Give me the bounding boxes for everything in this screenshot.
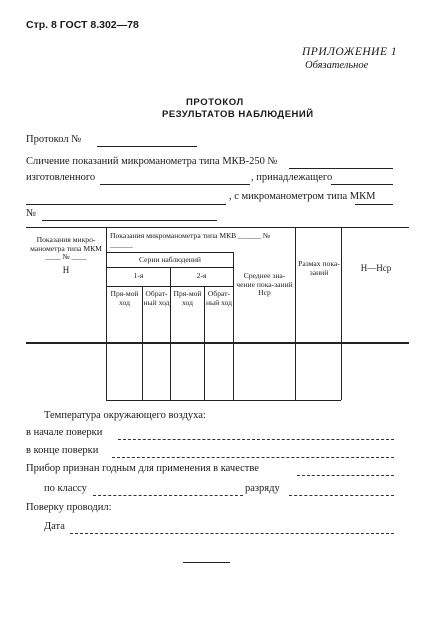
rank-field[interactable] [289, 495, 394, 496]
page-header: Стр. 8 ГОСТ 8.302—78 [26, 19, 139, 31]
series-2-header: 2-я [196, 271, 207, 280]
protocol-title: ПРОТОКОЛ [186, 97, 244, 108]
with-mkm-label: , с микроманометром типа МКМ [229, 191, 376, 202]
mkm-number-label: № [26, 208, 37, 219]
manufacturer-field[interactable] [100, 184, 250, 185]
diff-header: H—Hср [360, 263, 392, 273]
date-label: Дата [44, 521, 65, 532]
compare-label: Сличение показаний микроманометра типа МКВ-250 № [26, 156, 278, 167]
class-field[interactable] [93, 495, 243, 496]
belonging-label: , принадлежащего [251, 172, 333, 183]
col-mkm-header: Показания микро-манометра типа МКМ ____ № ____ [30, 235, 102, 262]
protocol-number-label: Протокол № [26, 134, 82, 145]
verified-by-label: Поверку проводил: [26, 502, 112, 513]
rank-label: разряду [245, 483, 280, 494]
series-header: Серии наблюдений [139, 255, 201, 264]
mkm-type-field[interactable] [355, 204, 393, 205]
start-temp-field[interactable] [118, 439, 394, 440]
protocol-number-field[interactable] [97, 146, 197, 147]
start-label: в начале поверки [26, 427, 103, 438]
s1-reverse-header: Обрат-ный ход [143, 289, 170, 307]
owner-field-cont[interactable] [26, 204, 226, 205]
annex-status: Обязательное [305, 60, 369, 71]
s2-reverse-header: Обрат-ный ход [205, 289, 233, 307]
col-mkm-sub: H [62, 265, 70, 275]
col-mkv-header: Показания микроманометра типа МКВ ______ № ______ [110, 231, 271, 249]
fit-purpose-field[interactable] [297, 475, 394, 476]
range-header: Размах пока-заний [298, 259, 340, 277]
made-by-label: изготовленного [26, 172, 96, 183]
protocol-subtitle: РЕЗУЛЬТАТОВ НАБЛЮДЕНИЙ [162, 109, 314, 120]
mean-header: Среднее зна-чение пока-заний Hср [236, 271, 293, 298]
temperature-label: Температура окружающего воздуха: [44, 410, 206, 421]
series-1-header: 1-я [133, 271, 144, 280]
date-field[interactable] [70, 533, 394, 534]
annex-title: ПРИЛОЖЕНИЕ 1 [302, 46, 398, 58]
fit-label: Прибор признан годным для применения в качестве [26, 463, 259, 474]
mkv-number-field[interactable] [289, 168, 393, 169]
end-label: в конце поверки [26, 445, 99, 456]
signature-line [183, 562, 230, 563]
s1-direct-header: Пря-мой ход [110, 289, 139, 307]
end-temp-field[interactable] [112, 457, 394, 458]
class-label: по классу [44, 483, 87, 494]
owner-field[interactable] [331, 184, 393, 185]
s2-direct-header: Пря-мой ход [173, 289, 202, 307]
mkm-number-field[interactable] [42, 220, 217, 221]
